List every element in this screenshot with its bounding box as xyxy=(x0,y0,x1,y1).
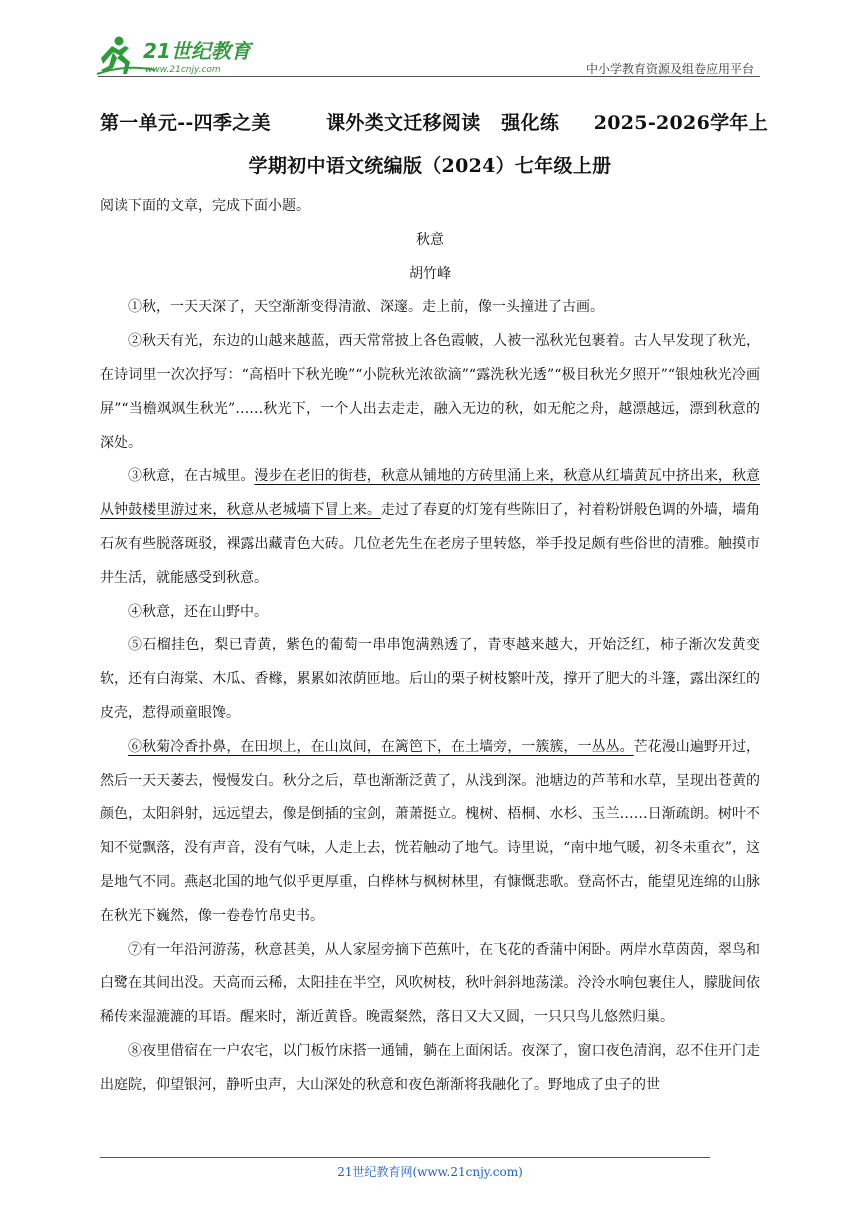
header-divider xyxy=(98,76,760,77)
title-year: 2025-2026学年上 xyxy=(593,112,768,134)
paragraph-1: ①秋，一天天深了，天空渐渐变得清澈、深邃。走上前，像一头撞进了古画。 xyxy=(128,299,604,316)
site-logo xyxy=(95,34,260,76)
title-type: 课外类文迁移阅读 xyxy=(326,112,481,134)
svg-text:21世纪教育: 21世纪教育 xyxy=(143,39,251,63)
instruction-text: 阅读下面的文章，完成下面小题。 xyxy=(100,198,310,214)
platform-name: 中小学教育资源及组卷应用平台 xyxy=(585,62,754,76)
title-practice: 强化练 xyxy=(501,112,560,134)
paragraph-7: ⑦有一年沿河游荡，秋意甚美，从人家屋旁摘下芭蕉叶，在飞花的香蒲中闲卧。两岸水草茵茵，翠鸟和白鹭在其间出没。天高而云稀，太阳挂在半空，风吹树枝，秋叶斜斜地荡漾。泠泠水响包裹住人，朦胧间依稀传来湿漉漉的耳语。醒来时，渐近黄昏。晚霞粲然，落日又大又圆，一只只鸟儿悠然归巢。 xyxy=(100,941,760,1026)
paragraph-4: ④秋意，还在山野中。 xyxy=(128,603,268,620)
footer-divider xyxy=(100,1157,710,1158)
paragraph-6-rest: 芒花漫山遍野开过，然后一天天萎去，慢慢发白。秋分之后，草也渐渐泛黄了，从浅到深。池塘边的芦苇和水草，呈现出苍黄的颜色，太阳斜射，远远望去，像是倒插的宝剑，萧萧挺立。槐树、梧桐、水杉、玉兰……日渐疏朗。树叶不知不觉飘落，没有声音，没有气味，人走上去，恍若触动了地气。诗里说，“南中地气暖，初冬未重衣”，这是地气不同。燕赵北国的地气似乎更厚重，白桦林与枫树林里，有慷慨悲歌。登高怀古，能望见连绵的山脉在秋光下巍然，像一卷卷竹帛史书。 xyxy=(100,738,761,924)
paragraph-3-intro: ③秋意，在古城里。 xyxy=(128,468,255,485)
article-body xyxy=(100,190,760,1103)
svg-text:www.21cnjy.com: www.21cnjy.com xyxy=(145,65,221,75)
page-title-line-2: 学期初中语文统编版（2024）七年级上册 xyxy=(248,155,612,177)
page-title-line-1 xyxy=(100,108,768,135)
logo-runner-icon xyxy=(95,34,260,76)
paragraph-3-underlined: 漫步在老旧的街巷，秋意从铺地的方砖里涌上来，秋意从红墙黄瓦中挤出来，秋意从钟鼓楼里游过来，秋意从老城墙下冒上来。 xyxy=(100,468,761,519)
paragraph-3 xyxy=(100,460,760,595)
paragraph-8: ⑧夜里借宿在一户农宅，以门板竹床搭一通铺，躺在上面闲话。夜深了，窗口夜色清润，忍不住开门走出庭院，仰望银河，静听虫声，大山深处的秋意和夜色渐渐将我融化了。野地成了虫子的世 xyxy=(100,1042,760,1093)
article-author: 胡竹峰 xyxy=(409,265,451,282)
paragraph-5: ⑤石榴挂色，梨已青黄，紫色的葡萄一串串饱满熟透了，青枣越来越大，开始泛红，柿子渐次发黄变软，还有白海棠、木瓜、香橼，累累如浓荫匝地。后山的栗子树枝繁叶茂，撑开了肥大的斗篷，露出深红的皮壳，惹得顽童眼馋。 xyxy=(100,637,760,721)
paragraph-3-rest: 走过了春夏的灯笼有些陈旧了，衬着粉饼般色调的外墙，墙角石灰有些脱落斑驳，裸露出藏青色大砖。几位老先生在老房子里转悠，举手投足颇有些俗世的清雅。触摸市井生活，就能感受到秋意。 xyxy=(100,502,761,586)
article-title: 秋意 xyxy=(416,231,444,248)
paragraph-6-underlined: ⑥秋菊冷香扑鼻，在田坝上，在山岚间，在篱笆下，在土墙旁，一簇簇，一丛丛。 xyxy=(128,738,634,755)
page-header xyxy=(95,30,760,80)
paragraph-2: ②秋天有光，东边的山越来越蓝，西天常常披上各色霞帔，人被一泓秋光包裹着。古人早发现了秋光，在诗词里一次次抒写：“高梧叶下秋光晚”“小院秋光浓欲滴”“露洗秋光透”“极目秋光夕照开”“银烛秋光冷画屏”“当檐飒飒生秋光”……秋光下，一个人出去走走，融入无边的秋，如无舵之舟，越漂越远，漂到秋意的深处。 xyxy=(100,333,760,451)
title-unit: 第一单元--四季之美 xyxy=(100,112,271,134)
footer-link[interactable]: 21世纪教育网(www.21cnjy.com) xyxy=(337,1165,523,1179)
paragraph-6 xyxy=(100,731,760,934)
